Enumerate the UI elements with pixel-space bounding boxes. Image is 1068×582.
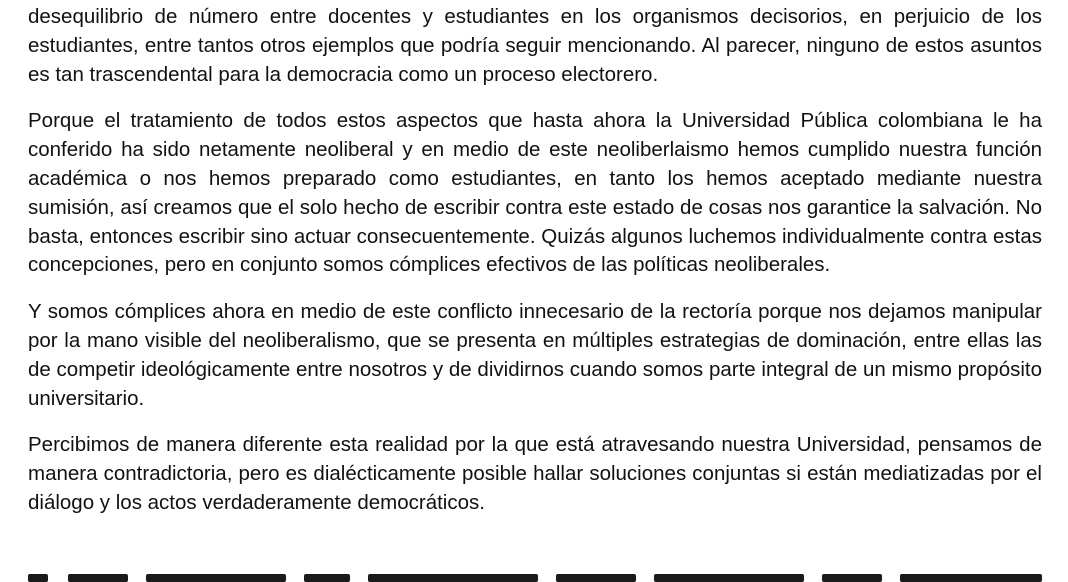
paragraph-3: Y somos cómplices ahora en medio de este conflicto innecesario de la rectoría porque nos dejamos manipular por la mano visible del neoliberalismo, que se presenta en múltiples estrategias de dominación, entre ellas las de competir ideológicamente entre nosotros y de dividirnos cuando somos parte integral de un mismo propósito universitario. (28, 300, 1042, 410)
paragraph-2: Porque el tratamiento de todos estos aspectos que hasta ahora la Universidad Pública colombiana le ha conferido ha sido netamente neoliberal y en medio de este neoliberlaismo hemos cumplido nuestra función académica o nos hemos preparado como estudiantes, en tanto los hemos aceptado mediante nuestra sumisión, así creamos que el solo hecho de escribir contra este estado de cosas nos garantice la salvación. No basta, entonces escribir sino actuar consecuentemente. Quizás algunos luchemos individualmente contra estas concepciones, pero en conjunto somos cómplices efectivos de las políticas neoliberales. (28, 109, 1042, 277)
paragraph-4: Percibimos de manera diferente esta realidad por la que está atravesando nuestra Universidad, pensamos de manera contradictoria, pero es dialécticamente posible hallar soluciones conjuntas si están mediatizadas por el diálogo y los actos verdaderamente democráticos. (28, 433, 1042, 514)
document-body (28, 3, 1042, 536)
paragraph-1: desequilibrio de número entre docentes y estudiantes en los organismos decisorios, en perjuicio de los estudiantes, entre tantos otros ejemplos que podría seguir mencionando. Al parecer, ninguno de estos asuntos es tan trascendental para la democracia como un proceso electorero. (28, 5, 1042, 86)
